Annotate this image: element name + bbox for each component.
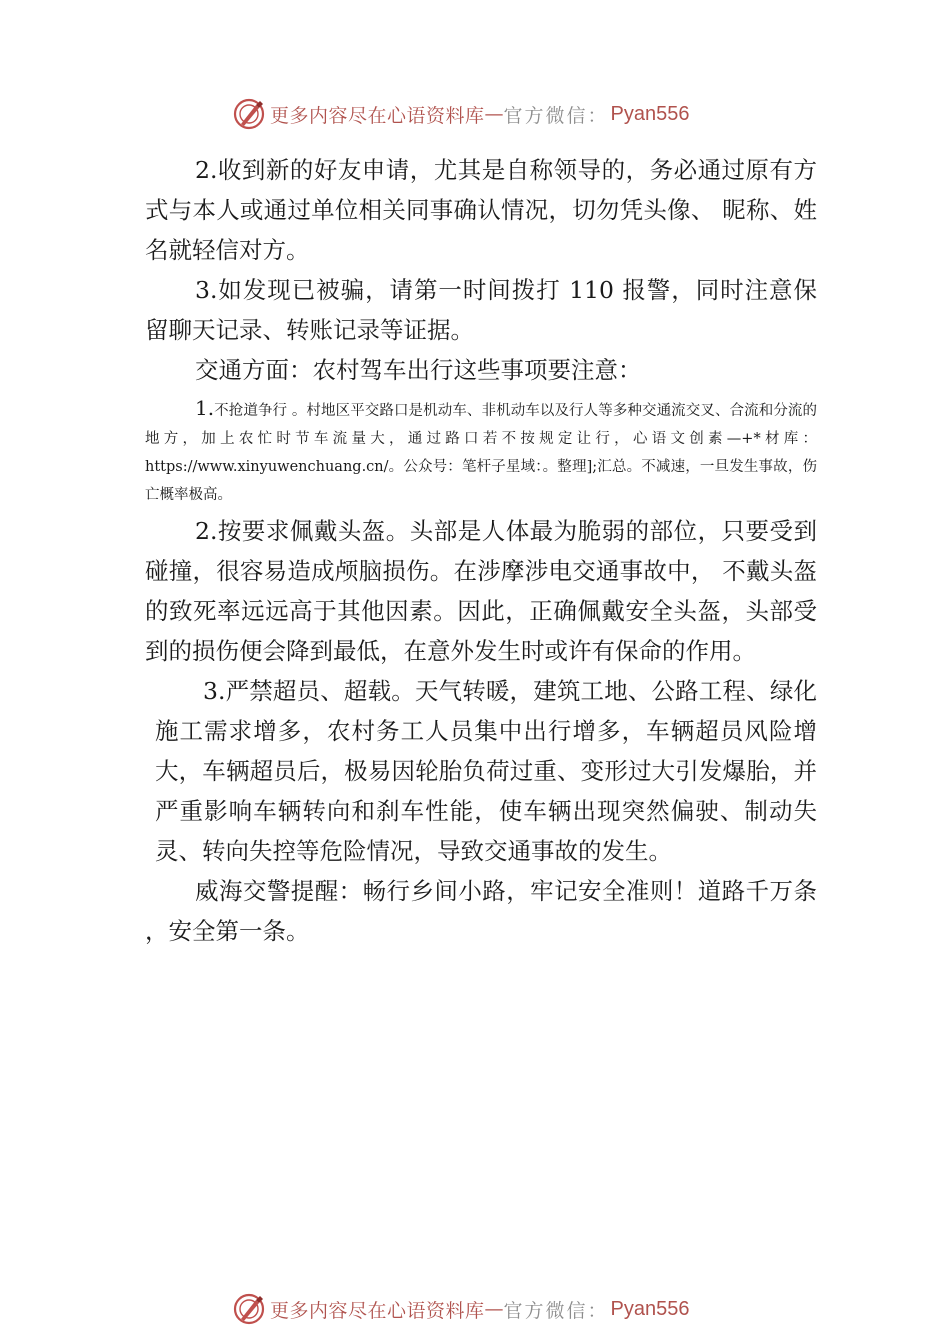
paragraph-overload: 3.严禁超员、超载。天气转暖，建筑工地、公路工程、绿化施工需求增多，农村务工人员集中出行增多，车辆超员风险增大，车辆超员后，极易因轮胎负荷过重、变形过大引发爆胎，并严重影响车辆转向和刹车性能，使车辆出现突然偏驶、制动失灵、转向失控等危险情况，导致交通事故的发生。 [155, 677, 817, 865]
header-wechat-id: Pyan556 [610, 102, 690, 125]
document-body [145, 150, 817, 951]
footer-dash: — [484, 1298, 504, 1320]
pen-logo-icon [232, 1292, 266, 1326]
paragraph-report-police: 3.如发现已被骗，请第一时间拨打 110 报警，同时注意保留聊天记录、转账记录等证据。 [145, 276, 817, 344]
header-watermark [232, 96, 690, 132]
paragraph-no-rushing [145, 394, 817, 509]
paragraph-reminder: 威海交警提醒：畅行乡间小路，牢记安全准则！道路千万条 ，安全第一条。 [145, 877, 817, 945]
footer-wechat-id: Pyan556 [610, 1297, 690, 1320]
pen-logo-icon [232, 97, 266, 131]
paragraph-no-rushing-text: 不抢道争行 。村地区平交路口是机动车、非机动车以及行人等多种交通流交叉、合流和分流的地方，加上农忙时节车流量大，通过路口若不按规定让行，心语文创素—+*材库：https://www.xinyuwenchuang.cn/。公众号：笔杆子星域：。整理];汇总。不减速，一旦发生事故，伤亡概率极高。 [145, 403, 817, 503]
paragraph-friend-request: 2.收到新的好友申请，尤其是自称领导的，务必通过原有方式与本人或通过单位相关同事确认情况，切勿凭头像、 昵称、姓名就轻信对方。 [145, 156, 817, 264]
header-dash: — [484, 103, 504, 125]
paragraph-helmet: 2.按要求佩戴头盔。头部是人体最为脆弱的部位，只要受到碰撞，很容易造成颅脑损伤。在涉摩涉电交通事故中， 不戴头盔的致死率远远高于其他因素。因此，正确佩戴安全头盔，头部受到的损伤便会降到最低，在意外发生时或许有保命的作用。 [145, 517, 817, 665]
footer-wechat-label: 官方微信： [503, 1299, 609, 1322]
footer-brand-text: 更多内容尽在心语资料库 [270, 1299, 485, 1322]
paragraph-no-rushing-number: 1. [195, 396, 215, 420]
header-brand-text: 更多内容尽在心语资料库 [270, 104, 485, 127]
footer-watermark [232, 1291, 690, 1327]
header-wechat-label: 官方微信： [503, 104, 609, 127]
paragraph-traffic-heading: 交通方面：农村驾车出行这些事项要注意： [195, 356, 642, 384]
